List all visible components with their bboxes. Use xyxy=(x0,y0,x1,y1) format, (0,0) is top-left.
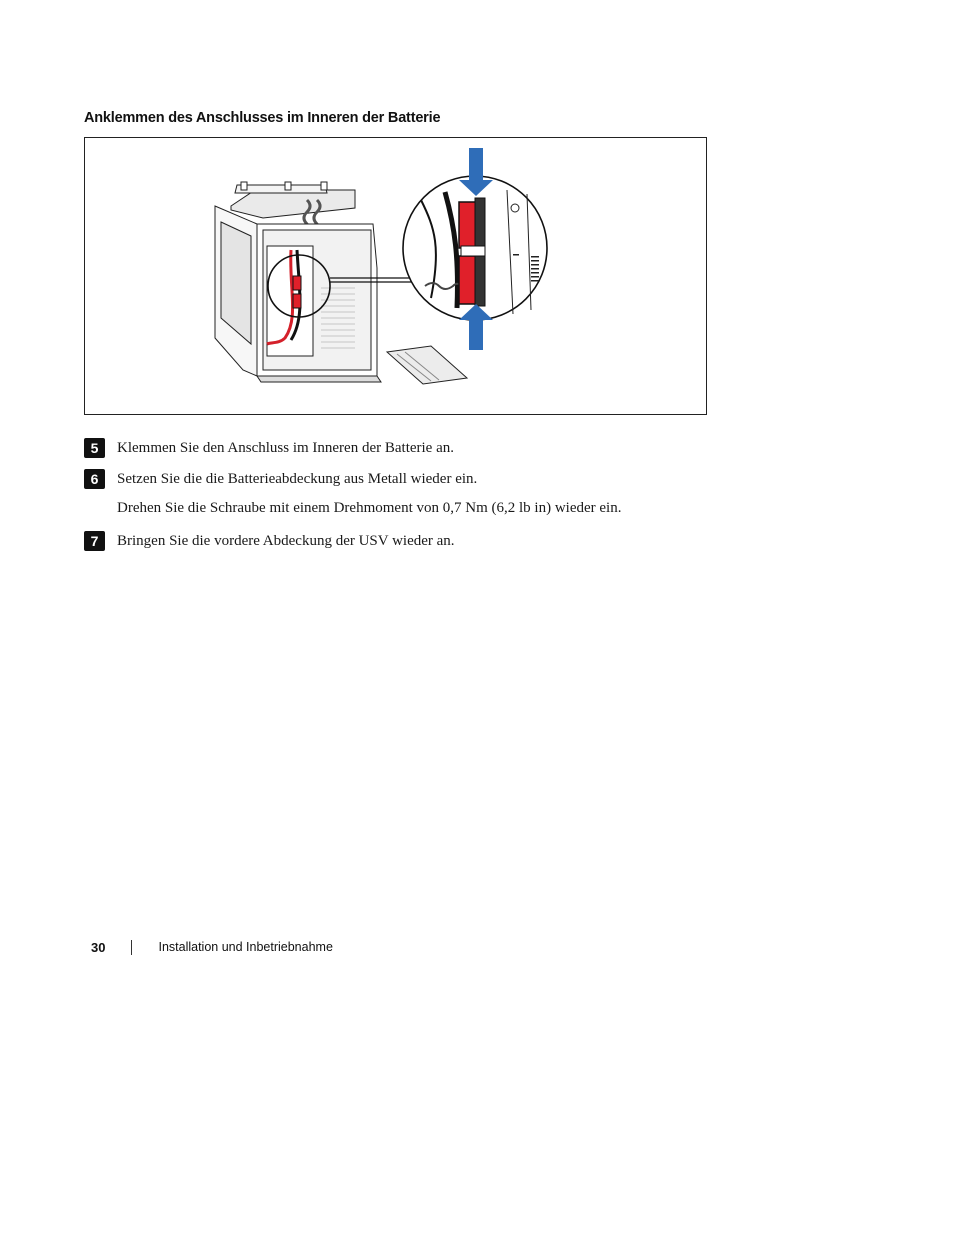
page-number: 30 xyxy=(91,939,106,955)
battery-connector-figure xyxy=(84,137,707,415)
metal-cover-plate xyxy=(387,346,467,384)
step-number-badge: 5 xyxy=(84,438,105,458)
step-number-badge: 6 xyxy=(84,469,105,489)
ups-unit-illustration xyxy=(215,182,413,382)
step-5 xyxy=(84,438,454,458)
step-7 xyxy=(84,531,455,551)
step-6 xyxy=(84,469,477,489)
battery-connector-detail xyxy=(403,176,547,320)
step-text: Klemmen Sie den Anschluss im Inneren der Batterie an. xyxy=(117,439,454,456)
step-text: Bringen Sie die vordere Abdeckung der USV wieder an. xyxy=(117,532,455,549)
section-heading: Anklemmen des Anschlusses im Inneren der Batterie xyxy=(84,110,441,126)
footer-section-title: Installation und Inbetriebnahme xyxy=(158,940,333,954)
step-number-badge: 7 xyxy=(84,531,105,551)
torque-note: Drehen Sie die Schraube mit einem Drehmoment von 0,7 Nm (6,2 lb in) wieder ein. xyxy=(117,500,622,516)
page-footer xyxy=(91,938,333,956)
step-text: Setzen Sie die die Batterieabdeckung aus Metall wieder ein. xyxy=(117,470,478,487)
footer-divider xyxy=(131,940,132,955)
